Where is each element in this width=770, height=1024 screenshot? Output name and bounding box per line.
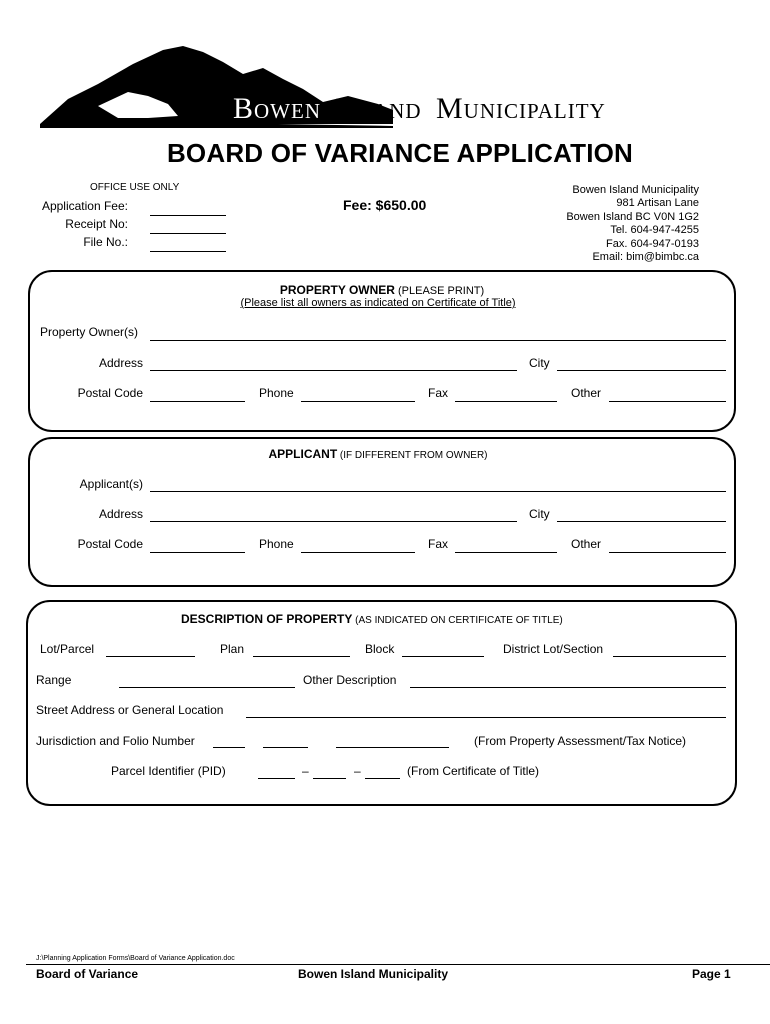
footer-divider <box>26 964 770 965</box>
contact-tel: Tel. 604-947-4255 <box>610 224 699 237</box>
district-lot-field[interactable] <box>613 656 726 657</box>
owner-other-field[interactable] <box>609 401 726 402</box>
pid-field-3[interactable] <box>365 778 400 779</box>
owner-postal-field[interactable] <box>150 401 245 402</box>
property-owners-label: Property Owner(s) <box>40 325 139 339</box>
other-description-label: Other Description <box>303 673 397 687</box>
applicant-address-field[interactable] <box>150 521 517 522</box>
applicant-phone-field[interactable] <box>301 552 415 553</box>
block-field[interactable] <box>402 656 484 657</box>
property-description-heading: DESCRIPTION OF PROPERTY (AS INDICATED ON CERTIFICATE OF TITLE) <box>181 612 563 626</box>
file-no-label: File No.: <box>83 235 128 249</box>
applicant-fax-field[interactable] <box>455 552 557 553</box>
lot-parcel-field[interactable] <box>106 656 195 657</box>
applicant-other-field[interactable] <box>609 552 726 553</box>
contact-email: Email: bim@bimbc.ca <box>592 251 699 264</box>
application-fee-label: Application Fee: <box>41 199 128 213</box>
applicants-field[interactable] <box>150 491 726 492</box>
owner-city-field[interactable] <box>557 370 726 371</box>
street-address-field[interactable] <box>246 717 726 718</box>
property-owner-heading: PROPERTY OWNER (PLEASE PRINT) <box>279 283 485 297</box>
logo-word-municipality: Municipality <box>436 92 606 125</box>
property-owner-subheading: (Please list all owners as indicated on Certificate of Title) <box>240 297 516 309</box>
lot-parcel-label: Lot/Parcel <box>40 642 95 656</box>
logo-word-bowen: Bowen <box>233 92 321 125</box>
contact-street: 981 Artisan Lane <box>616 197 699 210</box>
pid-field-2[interactable] <box>313 778 346 779</box>
owner-address-field[interactable] <box>150 370 517 371</box>
folio-field-3[interactable] <box>336 747 449 748</box>
pid-label: Parcel Identifier (PID) <box>111 764 226 778</box>
footer-center: Bowen Island Municipality <box>298 967 449 981</box>
file-path: J:\Planning Application Forms\Board of Variance Application.doc <box>36 955 235 962</box>
folio-note: (From Property Assessment/Tax Notice) <box>474 734 687 748</box>
range-label: Range <box>36 673 72 687</box>
office-use-heading: OFFICE USE ONLY <box>90 182 180 193</box>
applicant-postal-label: Postal Code <box>77 537 143 551</box>
applicant-address-label: Address <box>98 507 143 521</box>
receipt-no-field[interactable] <box>150 233 226 234</box>
pid-dash-2: – <box>354 764 361 778</box>
owner-phone-label: Phone <box>259 386 294 400</box>
range-field[interactable] <box>119 687 295 688</box>
property-owners-field[interactable] <box>150 340 726 341</box>
contact-name: Bowen Island Municipality <box>572 184 699 196</box>
district-lot-label: District Lot/Section <box>503 642 604 656</box>
plan-field[interactable] <box>253 656 350 657</box>
applicant-city-field[interactable] <box>557 521 726 522</box>
applicant-heading: APPLICANT (IF DIFFERENT FROM OWNER) <box>268 447 488 461</box>
footer-page: Page 1 <box>692 967 731 981</box>
applicant-city-label: City <box>529 507 550 521</box>
folio-number-label: Jurisdiction and Folio Number <box>36 734 195 748</box>
folio-field-1[interactable] <box>213 747 245 748</box>
contact-fax: Fax. 604-947-0193 <box>606 237 699 250</box>
owner-phone-field[interactable] <box>301 401 415 402</box>
footer-left: Board of Variance <box>36 967 139 981</box>
street-address-label: Street Address or General Location <box>36 703 224 717</box>
application-fee-field[interactable] <box>150 215 226 216</box>
page-title: BOARD OF VARIANCE APPLICATION <box>166 138 634 168</box>
receipt-no-label: Receipt No: <box>65 217 128 231</box>
owner-other-label: Other <box>571 386 602 400</box>
fee-amount: Fee: $650.00 <box>343 197 427 213</box>
owner-postal-label: Postal Code <box>77 386 143 400</box>
municipality-logo <box>38 44 718 130</box>
pid-dash-1: – <box>302 764 309 778</box>
pid-note: (From Certificate of Title) <box>407 764 540 778</box>
plan-label: Plan <box>220 642 245 656</box>
block-label: Block <box>365 642 395 656</box>
logo-word-island: Island <box>335 92 422 125</box>
applicant-phone-label: Phone <box>259 537 294 551</box>
folio-field-2[interactable] <box>263 747 308 748</box>
owner-city-label: City <box>529 356 550 370</box>
owner-fax-label: Fax <box>428 386 449 400</box>
owner-fax-field[interactable] <box>455 401 557 402</box>
pid-field-1[interactable] <box>258 778 295 779</box>
file-no-field[interactable] <box>150 251 226 252</box>
applicant-postal-field[interactable] <box>150 552 245 553</box>
applicants-label: Applicant(s) <box>79 477 143 491</box>
applicant-fax-label: Fax <box>428 537 449 551</box>
contact-city: Bowen Island BC V0N 1G2 <box>566 210 699 223</box>
other-description-field[interactable] <box>410 687 726 688</box>
contact-block <box>480 184 699 264</box>
applicant-other-label: Other <box>571 537 602 551</box>
owner-address-label: Address <box>98 356 143 370</box>
